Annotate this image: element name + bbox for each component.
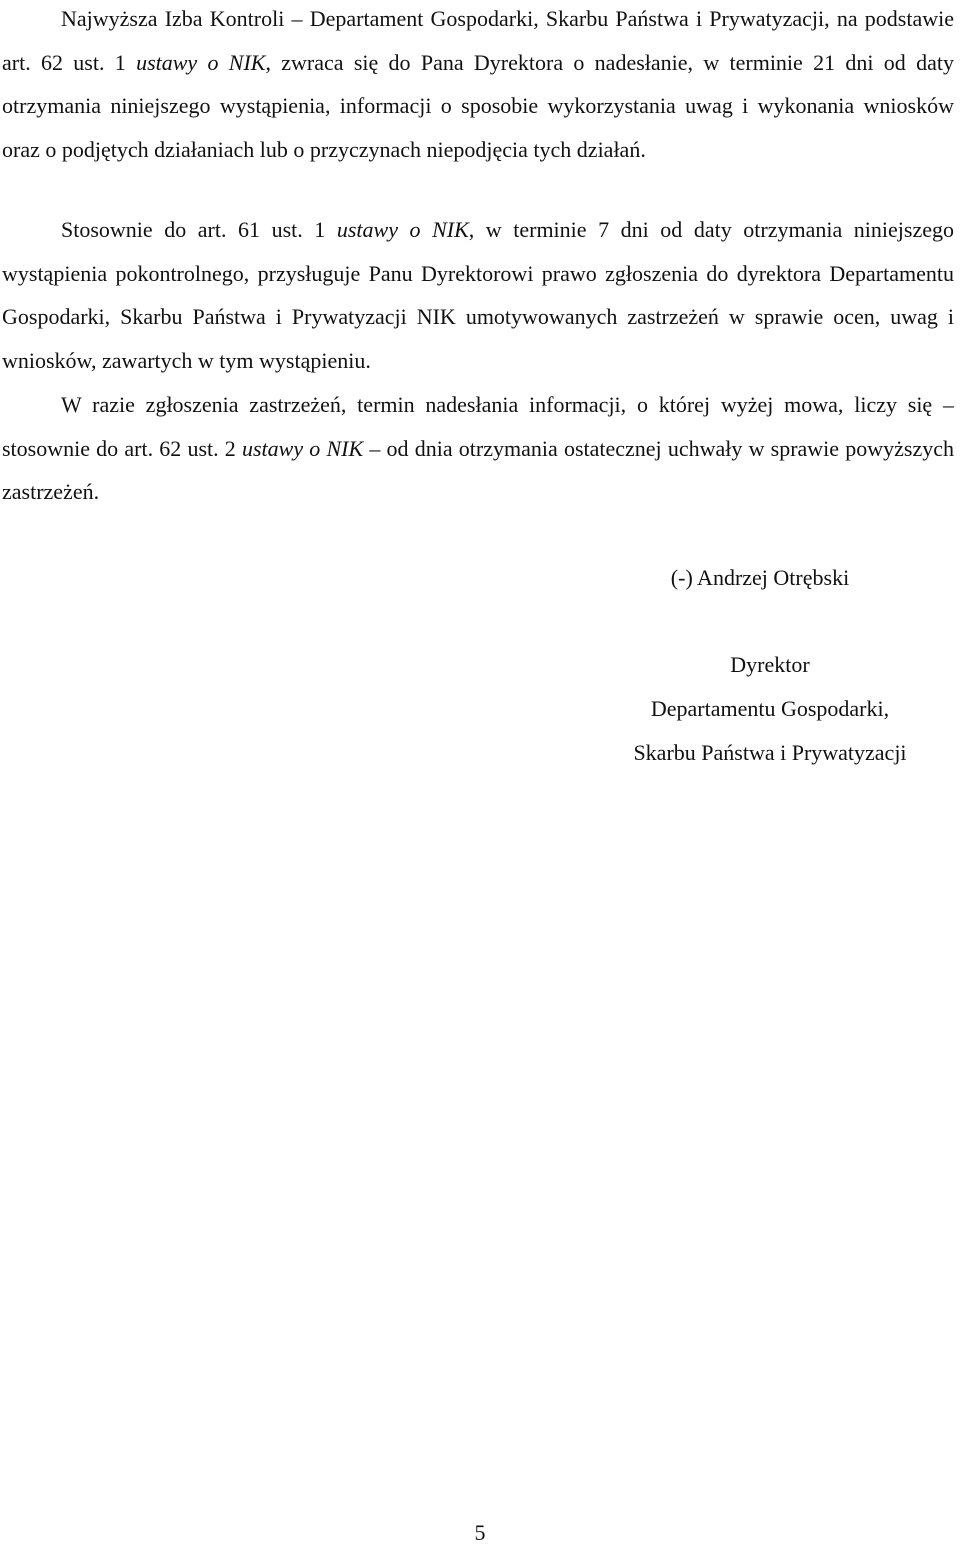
paragraph-text: W razie zgłoszenia zastrzeżeń, termin nadesłania informacji, o której wyżej mowa, liczy się – stosownie do art. 62 ust. 2	[2, 392, 954, 461]
paragraph-right-to-object	[2, 208, 954, 382]
paragraph-text: Stosownie do art. 61 ust. 1	[61, 217, 337, 242]
signature-department-line1: Departamentu Gospodarki,	[650, 696, 890, 721]
paragraph-text: , zwraca się do Pana Dyrektora o nadesłanie, w terminie 21 dni od daty otrzymania niniejszego wystąpienia, informacji o sposobie wykorzystania uwag i wykonania wniosków oraz o podjętych działaniach lub o przyczynach niepodjęcia tych działań.	[2, 49, 954, 162]
act-reference: ustawy o NIK	[242, 435, 364, 461]
act-reference: ustawy o NIK	[136, 49, 266, 75]
paragraph-text: – od dnia otrzymania ostatecznej uchwały w sprawie powyższych zastrzeżeń.	[2, 435, 954, 505]
signature-name: (-) Andrzej Otrębski	[670, 565, 850, 590]
page-number: 5	[474, 1520, 486, 1545]
paragraph-request-information	[2, 0, 954, 171]
signature-department-line2: Skarbu Państwa i Prywatyzacji	[633, 740, 907, 765]
paragraph-deadline-after-objection	[2, 383, 954, 514]
paragraph-text: , w terminie 7 dni od daty otrzymania niniejszego wystąpienia pokontrolnego, przysługuje Panu Dyrektorowi prawo zgłoszenia do dyrektora Departamentu Gospodarki, Skarbu Państwa i Prywatyzacji NIK umotywowanych zastrzeżeń w sprawie ocen, uwag i wniosków, zawartych w tym wystąpieniu.	[2, 217, 954, 373]
act-reference: ustawy o NIK	[336, 217, 469, 242]
paragraph-text: Najwyższa Izba Kontroli – Departament Gospodarki, Skarbu Państwa i Prywatyzacji, na podstawie art. 62 ust. 1	[2, 6, 954, 75]
signature-title: Dyrektor	[730, 652, 810, 677]
